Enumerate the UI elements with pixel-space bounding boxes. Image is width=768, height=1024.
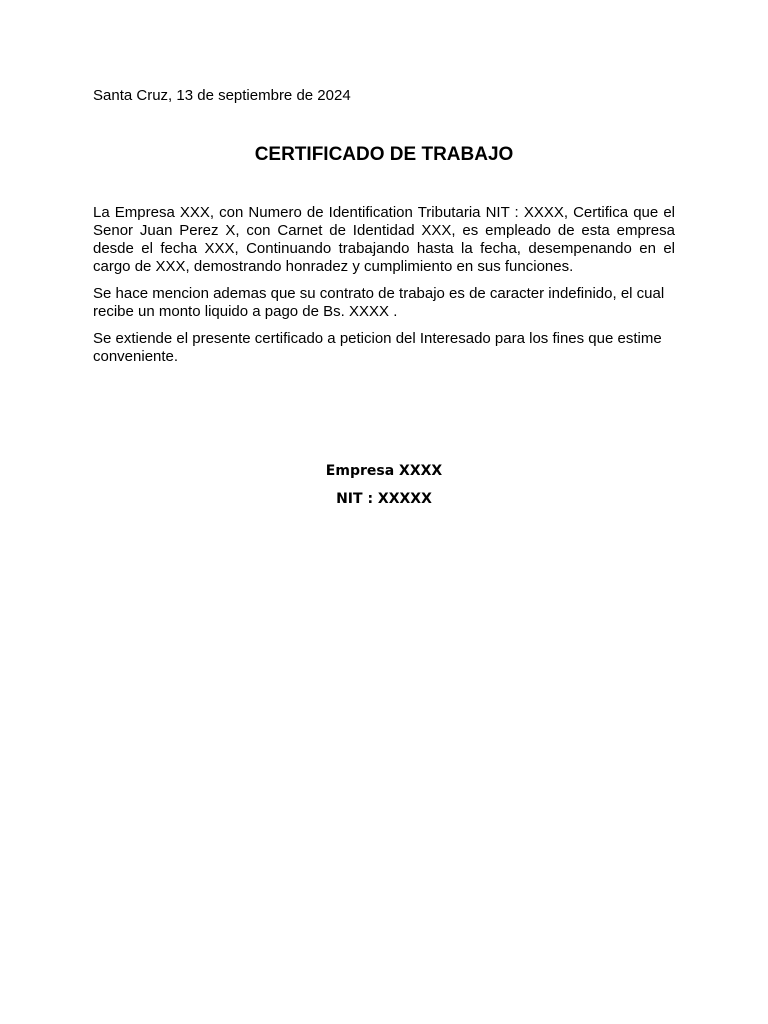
date-line: Santa Cruz, 13 de septiembre de 2024 — [93, 87, 351, 104]
document-body — [93, 204, 675, 375]
signature-nit: NIT : XXXXX — [336, 491, 432, 507]
paragraph-contract: Se hace mencion ademas que su contrato de trabajo es de caracter indefinido, el cual recibe un monto liquido a pago de Bs. XXXX . — [93, 285, 665, 320]
document-title: CERTIFICADO DE TRABAJO — [254, 144, 514, 165]
signature-block — [0, 462, 768, 518]
paragraph-certification: La Empresa XXX, con Numero de Identification Tributaria NIT : XXXX, Certifica que el Senor Juan Perez X, con Carnet de Identidad XXX, es empleado de esta empresa desde el fecha XXX, Continuando trabajando hasta la fecha, desempenando en el cargo de XXX, demostrando honradez y cumplimiento en sus funciones. — [93, 204, 675, 275]
signature-company: Empresa XXXX — [325, 463, 443, 479]
paragraph-purpose: Se extiende el presente certificado a peticion del Interesado para los fines que estime conveniente. — [93, 330, 662, 365]
